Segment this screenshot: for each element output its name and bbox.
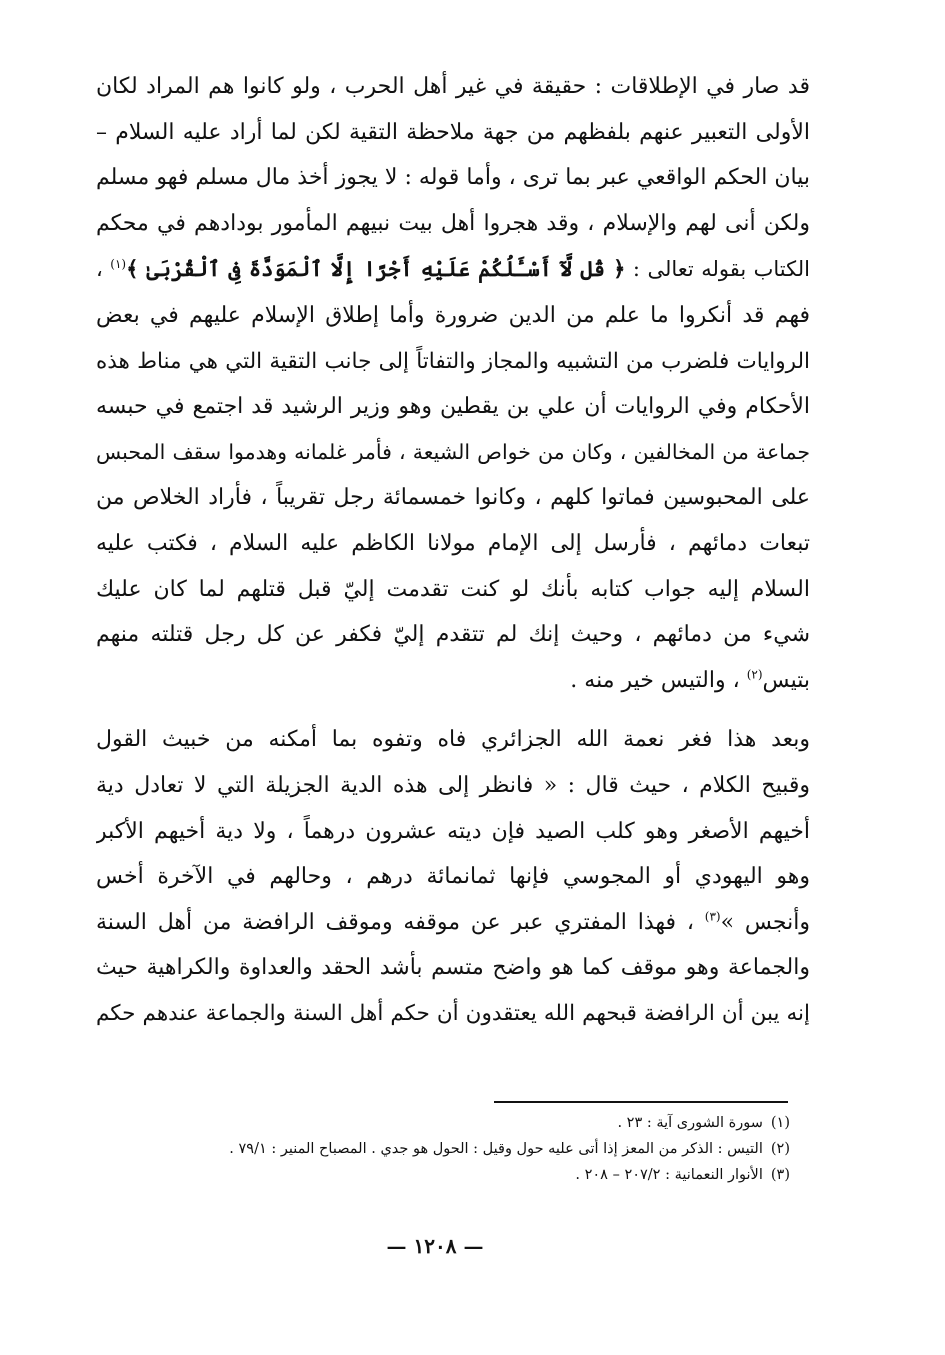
text-line: والجماعة وهو موقف كما هو واضح متسم بأشد الحقد والعداوة والكراهية حيث <box>96 955 810 981</box>
text-line: بيان الحكم الواقعي عبر بما ترى ، وأما قوله : لا يجوز أخذ مال مسلم فهو مسلم <box>96 165 810 191</box>
page-number: — ١٢٠٨ — <box>386 1234 484 1258</box>
footnote-number: (١) <box>770 1115 790 1131</box>
text-line: جماعة من المخالفين ، وكان من خواص الشيعة ، فأمر غلمانه وهدموا سقف المحبس <box>96 439 810 464</box>
text-line: الأحكام وفي الروايات أن علي بن يقطين وهو وزير الرشيد قد اجتمع في حبسه <box>96 394 810 420</box>
page-body <box>96 64 810 1036</box>
footnotes <box>100 1110 790 1188</box>
footnote-separator <box>494 1101 788 1103</box>
footnote-ref-1: (١) <box>110 257 127 272</box>
quran-verse: ﴿ قُل لَّآ أَسْـَٔلُكُمْ عَلَيْهِ أَجْرًا إِلَّا ٱلْمَوَدَّةَ فِى ٱلْقُرْبَىٰ ﴾ <box>126 256 626 282</box>
text-line: فهم قد أنكروا ما علم من الدين ضرورة وأما إطلاق الإسلام عليهم في بعض <box>96 302 810 328</box>
text-line: وقبيح الكلام ، حيث قال : « فانظر إلى هذه الدية الجزيلة التي لا تعادل دية <box>96 772 810 798</box>
last-line-end: ، والتيس خير منه . <box>570 667 740 693</box>
text-line: الروايات فلضرب من التشبيه والمجاز والتفاتاً إلى جانب التقية التي هي مناط هذه <box>96 348 810 374</box>
ref-line-start: وأنجس » <box>720 909 810 935</box>
text-line: تبعات دمائهم ، فأرسل إلى الإمام مولانا الكاظم عليه السلام ، فكتب عليه <box>96 530 810 556</box>
footnote-text: التيس : الذكر من المعز إذا أتى عليه حول وقيل : الحول هو جدي . المصباح المنير : ٧٩/١ . <box>229 1141 763 1157</box>
footnote-number: (٢) <box>770 1141 790 1157</box>
text-line: الأولى التعبير عنهم بلفظهم من جهة ملاحظة التقية لكن لما أراد عليه السلام – <box>96 119 810 145</box>
footnote-number: (٣) <box>770 1167 790 1183</box>
text-line: إنه يبن أن الرافضة قبحهم الله يعتقدون أن حكم أهل السنة والجماعة عندهم حكم <box>96 1000 810 1026</box>
text-line <box>96 900 810 946</box>
main-text <box>96 64 810 1036</box>
footnote-item <box>100 1162 790 1188</box>
text-line: على المحبوسين فماتوا كلهم ، وكانوا خمسمائة رجل تقريباً ، فأراد الخلاص من <box>96 485 810 511</box>
text-line: أخيهم الأصغر وهو كلب الصيد فإن ديته عشرون درهماً ، ولا دية أخيهم الأكبر <box>96 818 810 844</box>
text-line: وهو اليهودي أو المجوسي فإنها ثمانمائة درهم ، وحالهم في الآخرة أخس <box>96 864 810 890</box>
quran-verse-line <box>96 246 810 293</box>
footnote-ref-3: (٣) <box>704 909 721 924</box>
footnote-item <box>100 1110 790 1136</box>
ref-line-end: ، فهذا المفتري عبر عن موقفه وموقف الرافضة من أهل السنة <box>96 909 694 935</box>
text-line: السلام إليه جواب كتابه بأنك لو كنت تقدمت إليّ قبل قتلهم لما كان عليك <box>96 576 810 602</box>
footnote-item <box>100 1136 790 1162</box>
last-line-start: بتيس <box>762 667 810 693</box>
quran-line-end: ، <box>96 257 103 282</box>
footnote-text: الأنوار النعمانية : ٢٠٧/٢ – ٢٠٨ . <box>575 1167 763 1183</box>
paragraph-end-line <box>96 658 810 704</box>
text-line: شيء من دمائهم ، وحيث إنك لم تتقدم إليّ فكفر عن كل رجل قتلته منهم <box>96 622 810 648</box>
text-line: قد صار في الإطلاقات : حقيقة في غير أهل الحرب ، ولو كانوا هم المراد لكان <box>96 74 810 99</box>
text-line: وبعد هذا فغر نعمة الله الجزائري فاه وتفوه بما أمكنه من خبيث القول <box>96 727 810 753</box>
footnote-ref-2: (٢) <box>746 667 763 682</box>
paragraph-gap <box>96 703 810 717</box>
footnote-text: سورة الشورى آية : ٢٣ . <box>617 1115 763 1131</box>
quran-line-intro: الكتاب بقوله تعالى : <box>632 257 810 282</box>
text-line: ولكن أنى لهم والإسلام ، وقد هجروا أهل بيت نبيهم المأمور بودادهم في محكم <box>96 210 810 236</box>
